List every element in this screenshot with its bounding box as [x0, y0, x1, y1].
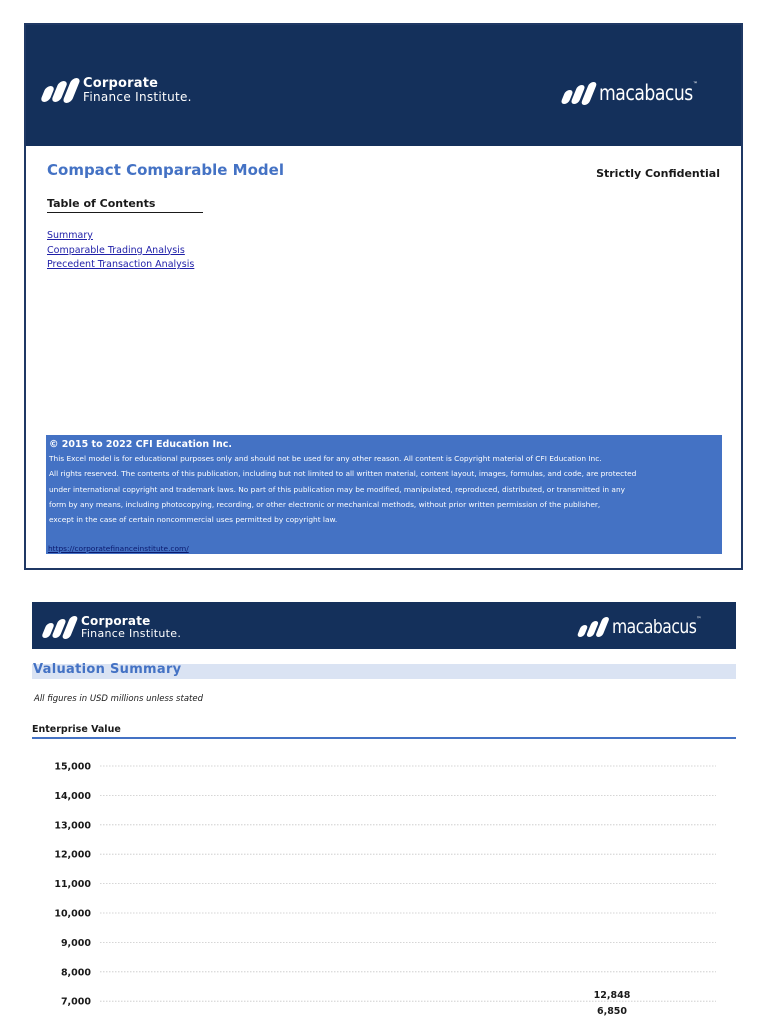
macabacus-logo-tm: ™ — [696, 616, 701, 623]
macabacus-logo-name: macabacus — [611, 616, 697, 638]
macabacus-logo-name: macabacus — [599, 81, 694, 105]
y-tick-label: 12,000 — [54, 849, 91, 861]
y-tick-label: 11,000 — [54, 879, 91, 891]
model-title: Compact Comparable Model — [47, 161, 284, 179]
copyright-line: under international copyright and trademark laws. No part of this publication may be modified, manipulated, reproduced, distributed, or transmitted in any — [49, 484, 626, 494]
y-tick-label: 13,000 — [54, 820, 91, 832]
cfi-logo-line1: Corporate — [83, 76, 159, 91]
copyright-line: This Excel model is for educational purposes only and should not be used for any other reason. All content is Copyright material of CFI Education Inc. — [49, 454, 602, 463]
toc-link-precedent-transaction[interactable]: Precedent Transaction Analysis — [47, 259, 195, 270]
summary-banner — [32, 602, 736, 649]
cfi-logo-line2: Finance Institute. — [81, 626, 182, 640]
confidential-label: Strictly Confidential — [596, 167, 720, 180]
cfi-logo-line2: Finance Institute. — [83, 89, 192, 104]
macabacus-logo-icon — [579, 617, 606, 637]
y-tick-label: 7,000 — [60, 996, 91, 1008]
cfi-logo — [44, 615, 181, 639]
copyright-box — [46, 435, 722, 554]
toc-link-comparable-trading[interactable]: Comparable Trading Analysis — [47, 244, 185, 256]
toc-heading: Table of Contents — [47, 197, 203, 213]
macabacus-logo — [579, 616, 720, 638]
y-tick-label: 14,000 — [54, 790, 91, 802]
copyright-line: All rights reserved. The contents of this publication, including but not limited to all written material, content layout, images, formulas, and code, are protected — [49, 469, 637, 479]
valuation-summary-header — [32, 664, 736, 679]
toc-link-summary[interactable]: Summary — [47, 230, 93, 241]
cfi-logo — [43, 77, 192, 103]
copyright-line: except in the case of certain noncommercial uses permitted by copyright law. — [49, 515, 338, 525]
copyright-heading: © 2015 to 2022 CFI Education Inc. — [49, 439, 233, 450]
cfi-website-link[interactable]: https://corporatefinanceinstitute.com/ — [48, 544, 189, 553]
units-note: All figures in USD millions unless stated — [34, 694, 203, 704]
cover-banner — [26, 25, 741, 146]
macabacus-logo — [563, 81, 719, 105]
y-tick-label: 10,000 — [54, 908, 91, 920]
toc-list — [47, 229, 194, 273]
cover-sheet — [24, 23, 743, 570]
valuation-summary-title: Valuation Summary — [33, 662, 182, 677]
data-label: 6,850 — [596, 1006, 628, 1017]
enterprise-value-heading: Enterprise Value — [32, 724, 736, 739]
macabacus-logo-icon — [563, 82, 593, 105]
cfi-logo-icon — [43, 78, 76, 103]
y-tick-label: 9,000 — [60, 937, 91, 949]
copyright-line: form by any means, including photocopying, recording, or other electronic or mechanical methods, without prior written permission of the publisher, — [49, 499, 601, 509]
enterprise-value-chart-svg — [32, 750, 736, 1024]
data-label: 12,848 — [593, 990, 631, 1001]
y-tick-label: 8,000 — [60, 967, 91, 979]
enterprise-value-chart — [32, 750, 736, 1024]
cfi-logo-line1: Corporate — [81, 614, 151, 628]
y-tick-label: 15,000 — [54, 761, 91, 773]
cfi-logo-icon — [44, 616, 74, 639]
macabacus-logo-tm: ™ — [693, 81, 698, 88]
